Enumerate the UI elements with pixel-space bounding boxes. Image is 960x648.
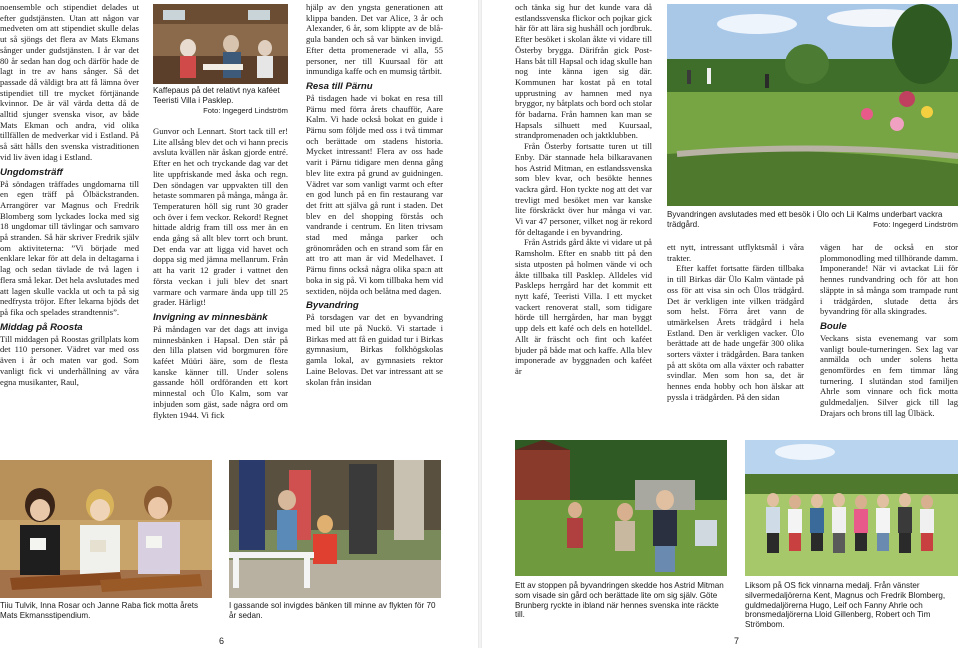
page-gutter	[478, 0, 482, 648]
left-col1-paragraph-2: På söndagen träffades ungdomarna till en egen träff på Ölbäckstranden. Arrangörer var Magnus och Fredrik Blomberg som lyckades locka med sig 18 ungdomar till tävlingar och samvaro på stranden. Så här skriver Fredrik själv om aktiviteterna: ”Vi började med enklare lekar för att dela in deltagarna i lag och sedan tävlade de två lagen i flera små lekar. Det hela avslutades med att lagen skulle vackla ut och ta på sig nedfrysta tröjor. Efter lekarna bjöds det på fika och spelades strandtennis”.	[0, 178, 139, 317]
left-col1-paragraph-3: Till middagen på Roostas grillplats kom det 110 personer. Vädret var med oss även i år och maten var god. Som vanligt fick vi underhållning av våra egna musikanter, Raul,	[0, 333, 139, 387]
right-column-3	[820, 242, 958, 434]
right-col2-paragraph-2: Efter kaffet fortsatte färden tillbaka in till Birkas där Ülo Kalm väntade på oss för att visa sin och Ülos trädgård. Det är verkligen inte vilken trädgård som helst. Förra året vann de utmärkelsen Årets trädgård i hela Estland. Den är verkligen vacker. Ülo berättade att de hade ungefär 300 olika sorters växter i trädgården. Bara tanken på att sköta om alla växter och rabatter svindlar. Men som hon sa, det är hennes enda hobby och hon älskar att pyssla i trädgården. På den sidan	[667, 263, 804, 402]
caption-banken-invigning: I gassande sol invigdes bänken till minne av flykten för 70 år sedan.	[229, 601, 436, 620]
caption-boule-vinnare: Liksom på OS fick vinnarna medalj. Från vänster silvermedaljörerna Kent, Magnus och Fredrik Blomberg, guldmedaljörerna Hugo, Leif och Fanny Ahrle och bronsmedaljörerna Lloid Gillenberg, Robert och Tim Strömbom.	[745, 581, 946, 630]
heading-boule: Boule	[820, 320, 847, 332]
heading-ungdomstraff: Ungdomsträff	[0, 166, 63, 178]
caption-kaffepaus: Kaffepaus på det relativt nya kaféet Teeristi Villa i Pasklep. Foto: Ingegerd Lindström	[153, 86, 288, 115]
right-col1-paragraph-1: och tänka sig hur det kunde vara då estlandssvenska flickor och pojkar gick här för att lära sig hushåll och jordbruk. Efter besöket i skolan åkte vi vidare till Österby brygga. Därifrån gick Post-Hans båt till Hapsal och idag skulle han nog inte känna igen sig där. Kommunen har kostat på en total upprustning av hamnen med nya bryggor, ny båtplats och bord och stolar för badarna. Från hamnen kan man se Hapsals silhuett med Kuursaal, strandpromenaden och jaktklubben.	[515, 2, 652, 141]
caption-stipendiater: Tiiu Tulvik, Inna Rosar och Janne Raba fick motta årets Mats Ekmansstipendium.	[0, 601, 199, 620]
right-col2-paragraph-1: ett nytt, intressant utflyktsmål i våra trakter.	[667, 242, 804, 263]
photo-credit: Foto: Ingegerd Lindström	[203, 105, 288, 115]
left-column-2	[153, 126, 288, 454]
caption-tradgard: Byvandringen avslutades med ett besök i Ülo och Lii Kalms underbart vackra trädgård. Foto: Ingegerd Lindström	[667, 210, 958, 229]
page-number-left: 6	[219, 636, 225, 646]
heading-resa-till-parnu: Resa till Pärnu	[306, 80, 373, 92]
left-col2-paragraph-2: På måndagen var det dags att inviga minnesbänken i Hapsal. Den står på den lilla platsen vid borgmuren före kaféet Müüri ääre, som de flesta kanske känner till. Under solens gassande höll ordföranden ett kort minnestal och Ülo Kalm, som var inbjuden som gäst, sade några ord om flykten 1944. Vi fick	[153, 323, 288, 420]
photo-banken-invigning	[229, 460, 441, 598]
page-number-right: 7	[734, 636, 740, 646]
heading-invigning-av-minnesbank: Invigning av minnesbänk	[153, 311, 268, 323]
left-col3-paragraph-2: På tisdagen hade vi bokat en resa till Pärnu med förra årets chaufför, Aare Kalm. Vi hade också bokat en guide i Pärnu som följde med oss i två timmar och berättade om stadens historia. Mycket intressant! Flera av oss hade varit i Pärnu tidigare men denna gång blev lite extra på grund av guidningen. Vädret var som vanligt varmt och efter en god lunch på en fin restaurang var det fritt att själva gå runt i staden. Det blev en del shopping förstås och vandrande i centrum. En liten trivsam stad med många parker och grönområden och en strand som får en att tro att man är vid Medelhavet. I Pärnu finns också några olika spa:n att boka in sig på. Vi kom tillbaka hem vid sextiden, nöjda och belåtna med dagen.	[306, 92, 443, 296]
heading-byvandring: Byvandring	[306, 300, 359, 312]
photo-boule-vinnare	[745, 440, 958, 576]
photo-stipendiater	[0, 460, 212, 598]
left-col3-paragraph-1: hjälp av den yngsta generationen att klippa banden. Det var Alice, 3 år och Alexander, 6 år, som klippte av de blå-gula banden och så var bänken invigd. Efter detta promenerade vi alla, 55 personer, ner till Kuursaal för att inmundiga kaffe och en mumsig tårtbit.	[306, 2, 443, 77]
right-column-1	[515, 2, 652, 434]
photo-credit-right: Foto: Ingegerd Lindström	[873, 219, 958, 229]
left-col1-paragraph-1: noensemble och stipendiet delades ut efter gudstjänsten. Utan att någon var medveten om att stipendiet skulle delas ut så sjöngs det flera av Mats Ekmans sånger under gudstjänsten. I år var det 80 år sedan han dog och därför hade de lagt in tre av hans sånger. Så det passade då väldigt bra att få lämna över stipendiet till tre mycket förtjänande kvinnor. De är väl värda detta då de alltid sjunger svenska visor, av både Mats Ekman och andra, vid olika tillfällen de medverkar vid i Estland. På så sätt hålls den svenska vistraditionen vid liv även idag i Estland.	[0, 2, 139, 162]
right-col3-paragraph-2: Veckans sista evenemang var som vanligt boule-turneringen. Sex lag var anmälda och under solens hetta genomfördes en fem timmar lång turnering. I slutändan stod familjen Ahrle som vinnare och fick motta guldmedaljen. Silver gick till lag Drajars och brons till lag Ülbäck.	[820, 332, 958, 418]
heading-middag-pa-roosta: Middag på Roosta	[0, 321, 83, 333]
photo-kaffepaus	[153, 4, 288, 84]
photo-astrid-mitman	[515, 440, 727, 576]
caption-astrid-mitman: Ett av stoppen på byvandringen skedde hos Astrid Mitman som visade sin gård och berättade lite om sig själv. Göte Brunberg ryckte in ibland när hennes svenska inte räckte till.	[515, 581, 724, 620]
left-col2-paragraph-1: Gunvor och Lennart. Stort tack till er! Lite allsång blev det och vi hann precis avsluta kvällen när åskan gjorde entré. Efter en het och tryckande dag var det lite uppfriskande med åska och regn. Den söndagen var uppvakten till den hetaste sommaren på många, många år. Temperaturen höll sig runt 30 grader och över i fem veckor. Rekord! Regnet hittade aldrig fram till oss mer än en enda gång så allt blev torrt och brunt. Det enda var att ligga vid havet och doppa sig med jämna mellanrum. Från att ha varit 12 grader i vattnet den första veckan i juli blev det snart varmare och varmare ända upp till 25 grader. Härligt!	[153, 126, 288, 308]
left-col3-paragraph-3: På torsdagen var det en byvandring med bil ute på Nuckö. Vi startade i Birkas med att få en guidad tur i Birkas gymnasium, Birkas folkhögskolas gamla lokal, av gymnasiets rektor Laine Belovas. Det var intressant att se skolan från insidan	[306, 312, 443, 387]
left-column-3	[306, 2, 443, 454]
right-col3-paragraph-1: vägen har de också en stor plommonodling med tillhörande damm. Imponerande! När vi avtackat Lii för hennes rundvandring och för att hon släppte in så många som trampade runt i trädgården, slutade detta års byvandring för alla skingrades.	[820, 242, 958, 317]
right-col1-paragraph-3: Från Astrids gård åkte vi vidare ut på Ramsholm. Efter en snabb titt på den sista utposten på holmen vände vi och åkte tillbaka till Pasklep. Alldeles vid Paskleps herrgård har det kommit ett nytt kafé, Teeristi Villa. I ett mycket vackert renoverat stall, som tidigare hörde till herrgården, har man byggt upp dels ett kafé och dels en hotelldel. Allt är fräscht och fint och kaféet bjuder på både mat och kaffe. Alla blev imponerade av byggnaden och kaféet är	[515, 237, 652, 376]
right-col1-paragraph-2: Från Österby fortsatte turen ut till Enby. Där stannade hela bilkaravanen hos Astrid Mitman, en estlandssvenska som blev kvar, och besökte hennes vackra gård. Hon tyckte nog att det var trevligt med besöket men var kanske lite förskräckt över hur många vi var. Vi var 47 personer, vilket nog är rekord för deltagande i en byvandring.	[515, 141, 652, 237]
photo-tradgard	[667, 4, 958, 206]
left-column-1	[0, 2, 139, 454]
right-column-2	[667, 242, 804, 434]
